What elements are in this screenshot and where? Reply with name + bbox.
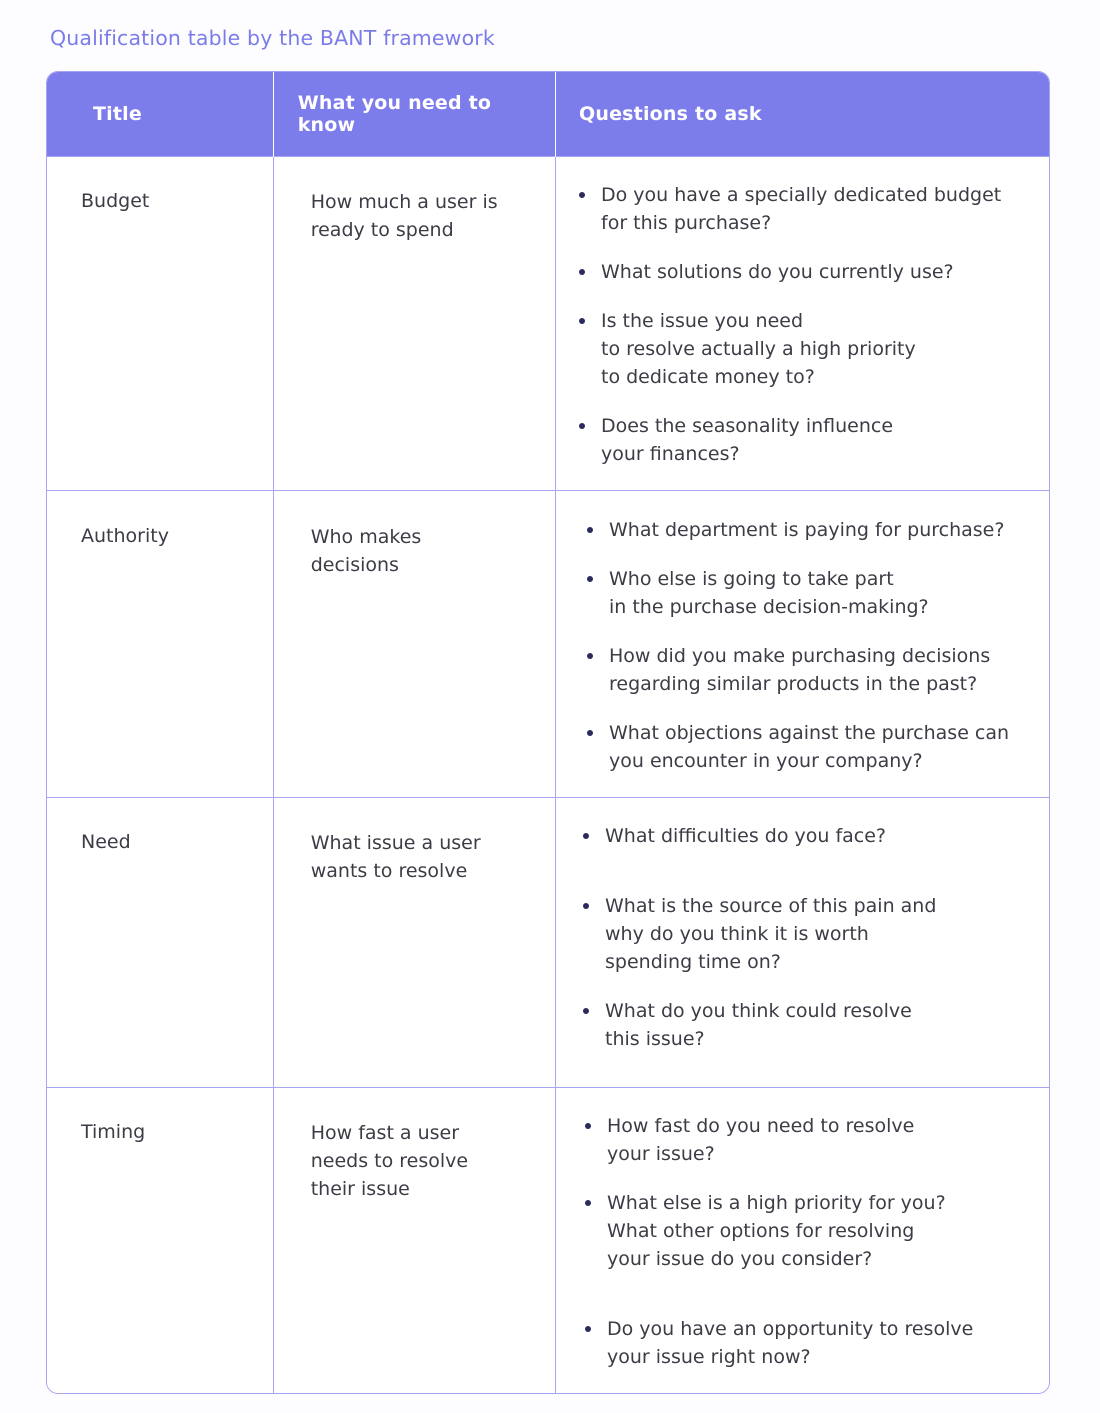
question-list (584, 516, 1033, 775)
question-line: your issue do you consider? (607, 1248, 873, 1271)
question-line: to resolve actually a high priority (601, 338, 916, 361)
cell-title (47, 157, 273, 491)
question-line: Does the seasonality influence (601, 415, 894, 438)
cell-questions-to-ask (556, 798, 1050, 1088)
question-item (582, 1315, 1033, 1371)
bullet-icon (587, 576, 593, 582)
question-line: to dedicate money to? (601, 366, 815, 389)
bullet-icon (585, 1200, 591, 1206)
cell-what-you-need-to-know (273, 157, 555, 491)
cell-what-you-need-to-know (273, 798, 555, 1088)
cell-what-you-need-to-know (273, 1088, 555, 1394)
question-list (576, 181, 1033, 468)
question-line: this issue? (605, 1028, 705, 1051)
questions-container (556, 491, 1049, 797)
cell-questions-to-ask (556, 1088, 1050, 1394)
column-header-questions-to-ask (556, 72, 1050, 157)
question-item (576, 307, 1033, 391)
questions-container (556, 157, 1049, 490)
question-line: for this purchase? (601, 212, 772, 235)
question-item (580, 822, 1033, 850)
column-header-ask-label: Questions to ask (579, 103, 762, 125)
question-line: What objections against the purchase can (609, 722, 1010, 745)
question-line: regarding similar products in the past? (609, 673, 978, 696)
know-line: decisions (310, 554, 399, 577)
question-item (582, 1189, 1033, 1273)
question-list (580, 822, 1033, 1053)
question-line: How did you make purchasing decisions (609, 645, 991, 668)
page-title: Qualification table by the BANT framework (50, 26, 495, 50)
question-line: why do you think it is worth (605, 923, 869, 946)
question-line: What solutions do you currently use? (601, 261, 954, 284)
row-title-text: Timing (81, 1121, 146, 1144)
questions-container (556, 798, 1049, 1075)
question-line: Who else is going to take part (609, 568, 894, 591)
know-line: How much a user is (310, 191, 498, 213)
cell-what-you-need-to-know (273, 491, 555, 798)
table-row (47, 157, 1049, 491)
question-item (576, 258, 1033, 286)
question-line: What is the source of this pain and (605, 895, 937, 918)
question-line: What else is a high priority for you? (607, 1192, 946, 1215)
table-body (47, 157, 1049, 1394)
row-title-text: Need (81, 831, 131, 854)
question-line: Do you have an opportunity to resolve (607, 1318, 974, 1341)
bullet-icon (579, 318, 585, 324)
column-header-title-label: Title (93, 103, 142, 125)
know-line: What issue a user (310, 832, 481, 855)
bullet-icon (583, 1008, 589, 1014)
question-line: your finances? (601, 443, 740, 466)
know-line: How fast a user (310, 1122, 460, 1145)
question-line: What department is paying for purchase? (609, 519, 1005, 542)
table-row (47, 798, 1049, 1088)
question-line: Is the issue you need (601, 310, 804, 333)
table-row (47, 491, 1049, 798)
cell-title (47, 798, 273, 1088)
question-line: your issue? (607, 1143, 715, 1166)
bullet-icon (587, 730, 593, 736)
question-item (584, 642, 1033, 698)
question-list (582, 1112, 1033, 1371)
questions-container (556, 1088, 1049, 1393)
know-line: their issue (310, 1178, 410, 1201)
question-line: What do you think could resolve (605, 1000, 912, 1023)
bullet-icon (585, 1326, 591, 1332)
bullet-icon (587, 527, 593, 533)
table-header (47, 72, 1049, 157)
bullet-icon (583, 903, 589, 909)
bullet-icon (579, 269, 585, 275)
cell-title (47, 1088, 273, 1394)
question-item (584, 719, 1033, 775)
know-line: wants to resolve (310, 860, 468, 883)
row-know-text (274, 798, 555, 911)
question-line: your issue right now? (607, 1346, 811, 1369)
column-header-title (47, 72, 273, 157)
question-line: in the purchase decision-making? (609, 596, 929, 619)
row-title-text: Authority (81, 525, 169, 548)
question-item (584, 516, 1033, 544)
bullet-icon (579, 192, 585, 198)
question-item (580, 997, 1033, 1053)
question-item (584, 565, 1033, 621)
table-row (47, 1088, 1049, 1394)
know-line: Who makes (310, 526, 422, 549)
qualification-table (47, 72, 1049, 1393)
question-line: How fast do you need to resolve (607, 1115, 915, 1138)
column-header-what-you-need-to-know (273, 72, 555, 157)
table-header-row (47, 72, 1049, 157)
question-item (580, 892, 1033, 976)
row-know-text (274, 1088, 555, 1229)
know-line: needs to resolve (310, 1150, 469, 1173)
bullet-icon (585, 1123, 591, 1129)
bullet-icon (583, 833, 589, 839)
row-know-text (274, 157, 555, 270)
question-line: What other options for resolving (607, 1220, 915, 1243)
question-line: you encounter in your company? (609, 750, 923, 773)
row-title-text: Budget (81, 190, 150, 212)
question-item (582, 1112, 1033, 1168)
qualification-table-container (46, 71, 1050, 1394)
row-know-text (274, 491, 555, 605)
question-line: spending time on? (605, 951, 781, 974)
bullet-icon (587, 653, 593, 659)
cell-questions-to-ask (556, 491, 1050, 798)
question-item (576, 181, 1033, 237)
question-line: What difficulties do you face? (605, 825, 887, 848)
question-item (576, 412, 1033, 468)
column-header-know-label: What you need to know (297, 92, 492, 136)
cell-questions-to-ask (556, 157, 1050, 491)
know-line: ready to spend (310, 219, 454, 242)
question-line: Do you have a specially dedicated budget (601, 184, 1002, 206)
bullet-icon (579, 423, 585, 429)
cell-title (47, 491, 273, 798)
